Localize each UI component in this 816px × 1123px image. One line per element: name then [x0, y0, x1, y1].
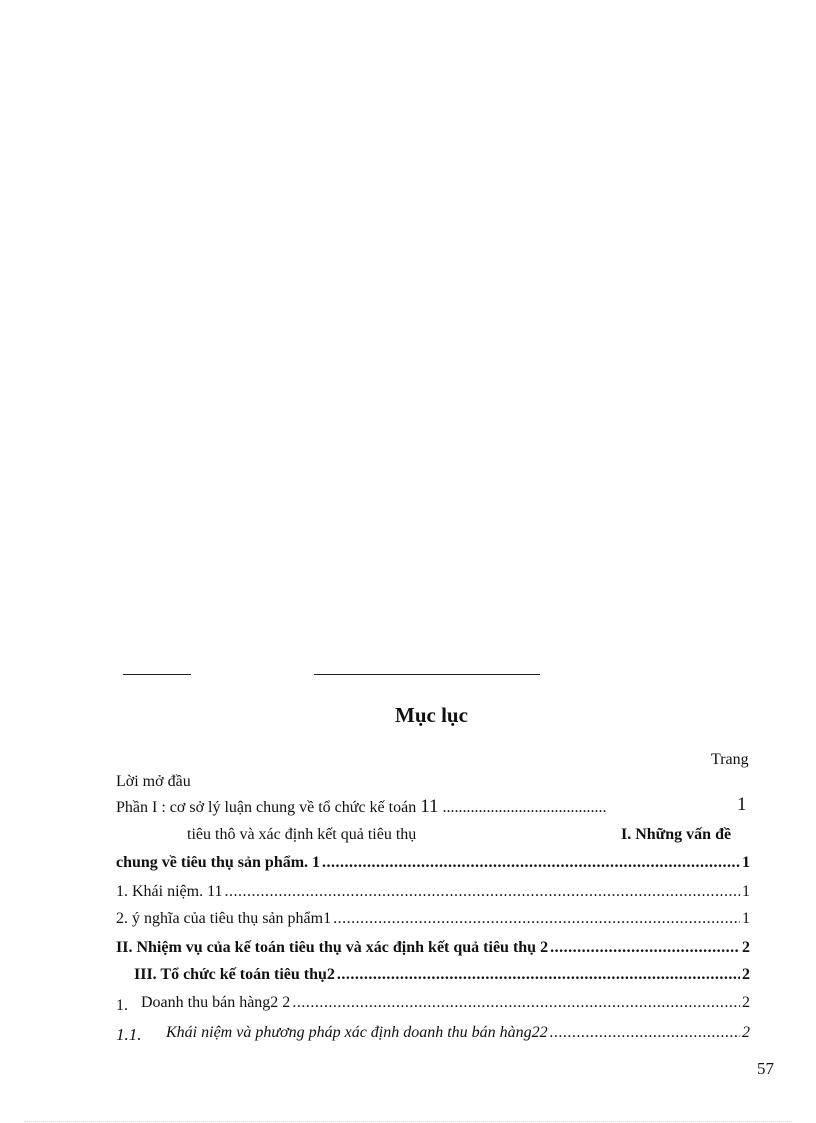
toc-row — [116, 1022, 750, 1042]
long-rule-right — [314, 674, 540, 675]
toc-row-page: 1 — [742, 854, 750, 871]
toc-row — [116, 883, 750, 901]
page-number: 57 — [757, 1059, 774, 1078]
toc-intro: Lời mở đầu — [116, 773, 191, 790]
toc-row-label: 2. ý nghĩa của tiêu thụ sản phẩm1 — [116, 910, 332, 927]
toc-leader: ......................................... — [442, 799, 607, 816]
toc-row-label: 1. Khái niệm. 11 — [116, 883, 223, 900]
page-bottom-border — [24, 1121, 792, 1122]
toc-part1-continuation: tiêu thô và xác định kết quả tiêu thụ — [187, 826, 417, 843]
toc-row-label: III. Tổ chức kế toán tiêu thụ2 — [134, 966, 335, 983]
toc-row-page: 2 — [742, 1024, 750, 1041]
toc-row-label: Doanh thu bán hàng2 2 — [141, 994, 291, 1011]
toc-row — [134, 966, 750, 984]
toc-part1-num: 11 — [420, 796, 439, 817]
toc-row — [116, 939, 750, 957]
toc-leader — [322, 854, 740, 872]
short-rule-left — [123, 674, 191, 675]
page-title: Mục lục — [395, 703, 468, 727]
toc-row — [116, 994, 750, 1012]
toc-row-page: 2 — [742, 966, 750, 983]
toc-section1-heading: I. Những vấn đề — [621, 826, 732, 843]
page-column-label: Trang — [711, 751, 749, 768]
toc-row-page: 2 — [742, 994, 750, 1011]
toc-row-page: 2 — [742, 939, 750, 956]
toc-row-number: 1.1. — [116, 1025, 142, 1044]
toc-part1-label: Phần I : cơ sở lý luận chung về tổ chức kế toán — [116, 799, 417, 816]
toc-part1 — [116, 796, 606, 818]
toc-row-page: 1 — [742, 910, 750, 927]
toc-leader — [337, 966, 740, 984]
toc-row-label: chung về tiêu thụ sản phẩm. 1 — [116, 854, 321, 871]
toc-leader — [292, 994, 740, 1012]
toc-row — [116, 910, 750, 928]
toc-part1-page: 1 — [737, 794, 747, 815]
toc-row-page: 1 — [742, 883, 750, 900]
toc-leader — [225, 883, 741, 901]
toc-row-label: II. Nhiệm vụ của kế toán tiêu thụ và xác định kết quả tiêu thụ 2 — [116, 939, 549, 956]
toc-leader — [550, 939, 740, 957]
toc-row-label: Khái niệm và phương pháp xác định doanh thu bán hàng22 — [166, 1024, 548, 1041]
toc-leader — [550, 1024, 740, 1042]
toc-row — [116, 854, 750, 872]
toc-leader — [333, 910, 740, 928]
toc-row-number: 1. — [116, 997, 128, 1014]
